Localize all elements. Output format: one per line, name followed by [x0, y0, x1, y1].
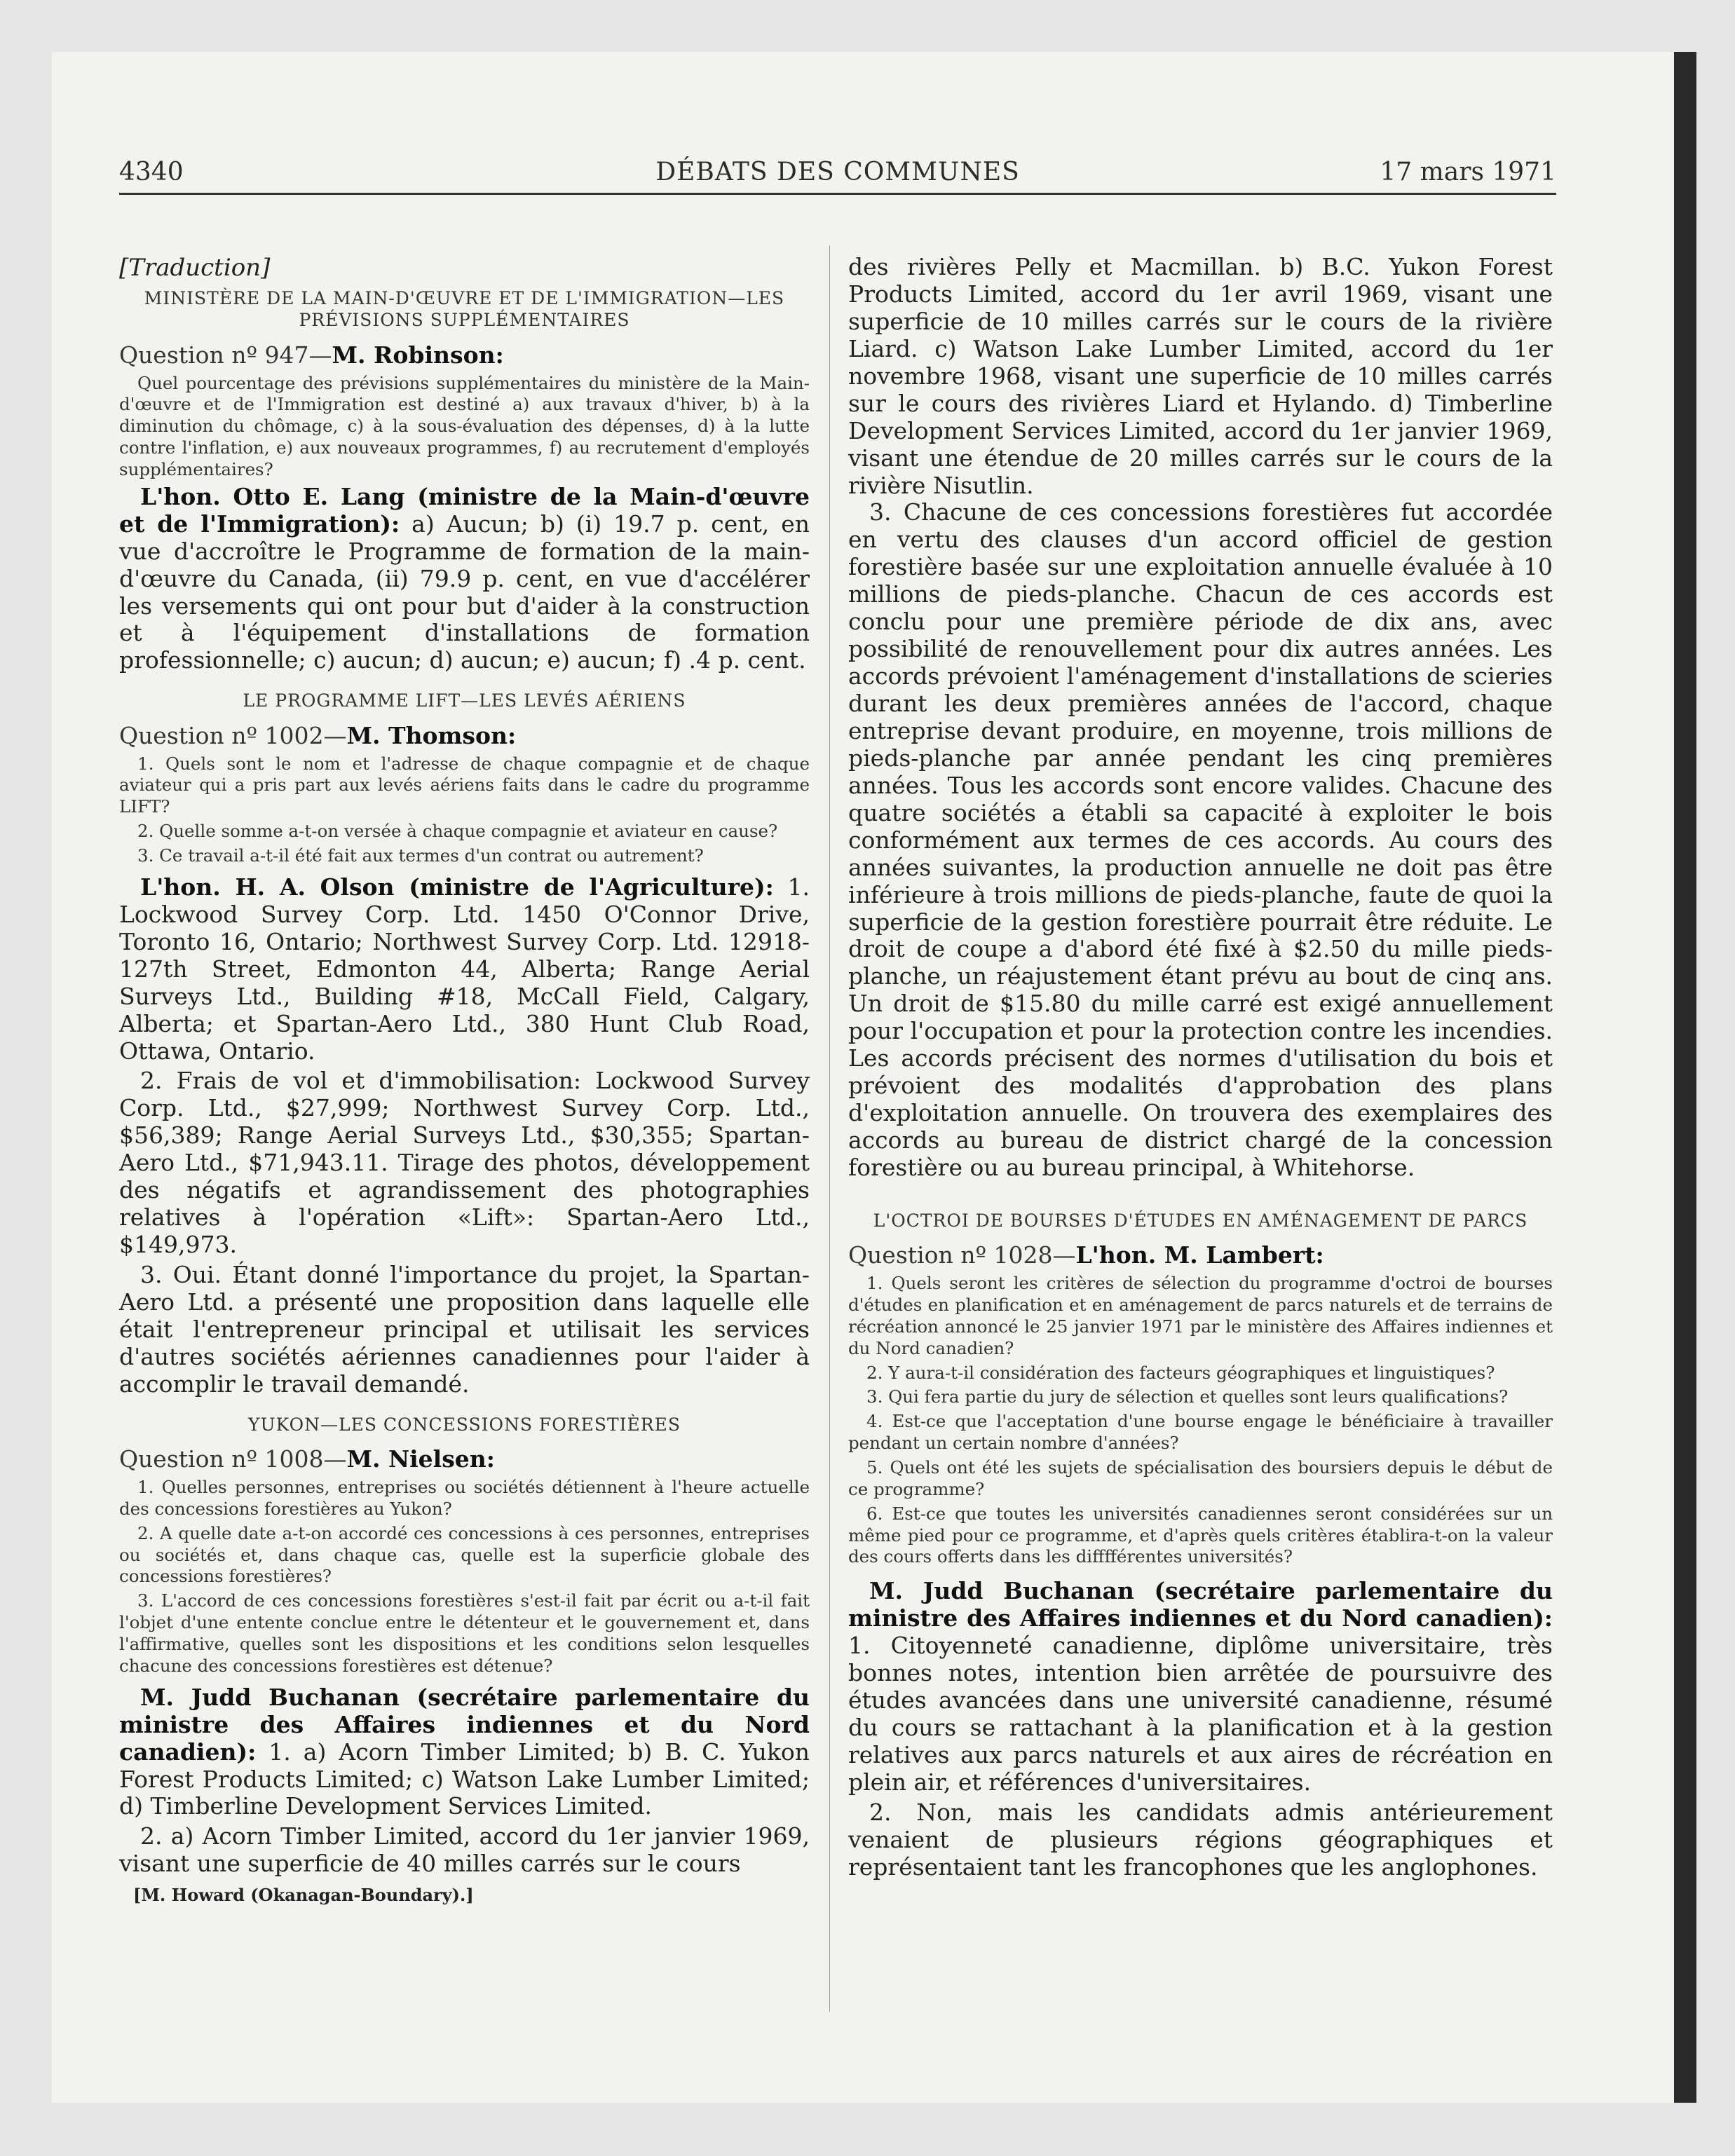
question-text: 3. L'accord de ces concessions forestières s'est-il fait par écrit ou a-t-il fait l'objet d'une entente conclue entre le détenteur et le gouvernement et, dans l'affirmative, quelles sont les dispositions et les conditions selon lesquelles chacune des concessions forestières est détenue?: [119, 1590, 810, 1676]
question-text: 3. Qui fera partie du jury de sélection et quelles sont leurs qualifications?: [866, 1386, 1509, 1407]
page-header: [119, 158, 1556, 193]
section-heading: L'OCTROI DE BOURSES D'ÉTUDES EN AMÉNAGEMENT DE PARCS: [873, 1210, 1528, 1231]
question-text: 2. A quelle date a-t-on accordé ces concessions à ces personnes, entreprises ou sociétés et, dans chaque cas, quelle est la superficie globale des concessions forestières?: [119, 1522, 810, 1587]
header-rule: [119, 193, 1556, 195]
left-column: [119, 254, 810, 1905]
question-text: 4. Est-ce que l'acceptation d'une bourse engage le bénéficiaire à travailler pendant un certain nombre d'années?: [848, 1411, 1553, 1454]
page-date: 17 mars 1971: [1380, 158, 1556, 186]
right-column: [848, 254, 1553, 1884]
section-heading: YUKON—LES CONCESSIONS FORESTIÈRES: [248, 1414, 681, 1435]
continued-paragraph: des rivières Pelly et Macmillan. b) B.C. Yukon Forest Products Limited, accord du 1er avril 1969, visant une superficie de 10 milles carrés sur le cours de la rivière Liard. c) Watson Lake Lumber Limited, accord du 1er novembre 1968, visant une superficie de 10 milles carrés sur le cours des rivières Liard et Hylando. d) Timberline Development Services Limited, accord du 1er janvier 1969, visant une étendue de 20 milles carrés sur le cours de la rivière Nisutlin.: [848, 253, 1553, 499]
answer-paragraph: 2. a) Acorn Timber Limited, accord du 1er janvier 1969, visant une superficie de 40 milles carrés sur le cours: [119, 1822, 810, 1878]
answer-paragraph: 2. Frais de vol et d'immobilisation: Lockwood Survey Corp. Ltd., $27,999; Northwest Survey Corp. Ltd., $56,389; Range Aerial Surveys Ltd., $30,355; Spartan-Aero Ltd., $71,943.11. Tirage des photos, développement des négatifs et agrandissement des photographies relatives à l'opération «Lift»: Spartan-Aero Ltd., $149,973.: [119, 1067, 810, 1259]
answer-paragraph: L'hon. Otto E. Lang (ministre de la Main-d'œuvre et de l'Immigration): a) Aucun; b) (i) 19.7 p. cent, en vue d'accroître le Programme de formation de la main-d'œuvre du Canada, (ii) 79.9 p. cent, en vue d'accélérer les versements qui ont pour but d'aider à la construction et à l'équipement d'installations de formation professionnelle; c) aucun; d) aucun; e) aucun; f) .4 p. cent.: [119, 482, 810, 674]
answer-paragraph: M. Judd Buchanan (secrétaire parlementaire du ministre des Affaires indiennes et du Nord canadien): 1. Citoyenneté canadienne, diplôme universitaire, très bonnes notes, intention bien arrêtée de poursuivre des études avancées dans une université canadienne, résumé du cours se rattachant à la planification et à la gestion relatives aux parcs naturels et aux aires de récréation en plein air, et références d'universitaires.: [848, 1577, 1553, 1796]
page-number: 4340: [119, 158, 184, 186]
answer-paragraph: 3. Chacune de ces concessions forestières fut accordée en vertu des clauses d'un accord officiel de gestion forestière basée sur une exploitation annuelle évaluée à 10 millions de pieds-planche. Chacun de ces accords est conclu pour une première période de dix ans, avec possibilité de renouvellement pour dix autres années. Les accords prévoient l'aménagement d'installations de scieries durant les deux premières années de l'accord, chaque entreprise devant produire, en moyenne, trois millions de pieds-planche par année pendant les cinq premières années. Tous les accords sont encore valides. Chacune des quatre sociétés a établi sa capacité à exploiter le bois conformément aux termes de ces accords. Au cours des années suivantes, la production annuelle ne doit pas être inférieure à trois millions de pieds-planche, faute de quoi la superficie de la gestion forestière pourrait être réduite. Le droit de coupe a d'abord été fixé à $2.50 du mille pieds-planche, un réajustement étant prévu au bout de cinq ans. Un droit de $15.80 du mille carré est exigé annuellement pour l'occupation et pour la protection contre les incendies. Les accords précisent des normes d'utilisation du bois et prévoient des modalités d'approbation des plans d'exploitation annuelle. On trouvera des exemplaires des accords au bureau de district chargé de la concession forestière ou au bureau principal, à Whitehorse.: [848, 498, 1553, 1181]
question-text: Quel pourcentage des prévisions supplémentaires du ministère de la Main-d'œuvre et de l'Immigration est destiné a) aux travaux d'hiver, b) à la diminution du chômage, c) à la sous-évaluation des dépenses, d) à la lutte contre l'inflation, e) aux nouveaux programmes, f) au recrutement d'employés supplémentaires?: [119, 372, 810, 479]
question-line: Question nº 1028—L'hon. M. Lambert:: [848, 1241, 1324, 1269]
translation-marker: [Traduction]: [119, 254, 271, 282]
section-heading: LE PROGRAMME LIFT—LES LEVÉS AÉRIENS: [243, 690, 686, 711]
answer-paragraph: 3. Oui. Étant donné l'importance du projet, la Spartan-Aero Ltd. a présenté une proposition dans laquelle elle était l'entrepreneur principal et utilisait les services d'autres sociétés aériennes canadiennes pour l'aider à accomplir le travail demandé.: [119, 1261, 810, 1398]
publication-title: DÉBATS DES COMMUNES: [655, 158, 1020, 186]
column-divider: [829, 245, 830, 2012]
question-text: 6. Est-ce que toutes les universités canadiennes seront considérées sur un même pied pour ce programme, et d'après quels critères établira-t-on la valeur des cours offerts dans les difffférentes universités?: [848, 1503, 1553, 1567]
question-text: 1. Quels seront les critères de sélection du programme d'octroi de bourses d'études en planification et en aménagement de parcs naturels et de terrains de récréation annoncé le 25 janvier 1971 par le ministère des Affaires indiennes et du Nord canadien?: [848, 1273, 1553, 1358]
question-line: Question nº 947—M. Robinson:: [119, 341, 504, 369]
question-text: 5. Quels ont été les sujets de spécialisation des boursiers depuis le début de ce programme?: [848, 1457, 1553, 1499]
question-line: Question nº 1008—M. Nielsen:: [119, 1445, 495, 1473]
question-text: 2. Quelle somme a-t-on versée à chaque compagnie et aviateur en cause?: [137, 821, 778, 842]
question-text: 1. Quels sont le nom et l'adresse de chaque compagnie et de chaque aviateur qui a pris part aux levés aériens faits dans le cadre du programme LIFT?: [119, 753, 810, 817]
section-heading: MINISTÈRE DE LA MAIN-D'ŒUVRE ET DE L'IMMIGRATION—LES PRÉVISIONS SUPPLÉMENTAIRES: [144, 288, 785, 331]
question-line: Question nº 1002—M. Thomson:: [119, 721, 517, 749]
question-text: 1. Quelles personnes, entreprises ou sociétés détiennent à l'heure actuelle des concessions forestières au Yukon?: [119, 1476, 810, 1519]
scan-edge: [1674, 52, 1696, 2103]
speaker-footnote: [M. Howard (Okanagan-Boundary).]: [133, 1885, 474, 1906]
answer-paragraph: L'hon. H. A. Olson (ministre de l'Agriculture): 1. Lockwood Survey Corp. Ltd. 1450 O'Connor Drive, Toronto 16, Ontario; Northwest Survey Corp. Ltd. 12918-127th Street, Edmonton 44, Alberta; Range Aerial Surveys Ltd., Building #18, McCall Field, Calgary, Alberta; et Spartan-Aero Ltd., 380 Hunt Club Road, Ottawa, Ontario.: [119, 873, 810, 1065]
question-text: 3. Ce travail a-t-il été fait aux termes d'un contrat ou autrement?: [137, 845, 704, 866]
question-text: 2. Y aura-t-il considération des facteurs géographiques et linguistiques?: [866, 1362, 1495, 1383]
answer-paragraph: M. Judd Buchanan (secrétaire parlementaire du ministre des Affaires indiennes et du Nord canadien): 1. a) Acorn Timber Limited; b) B. C. Yukon Forest Products Limited; c) Watson Lake Lumber Limited; d) Timberline Development Services Limited.: [119, 1683, 810, 1820]
answer-paragraph: 2. Non, mais les candidats admis antérieurement venaient de plusieurs régions géographiques et représentaient tant les francophones que les anglophones.: [848, 1798, 1553, 1881]
